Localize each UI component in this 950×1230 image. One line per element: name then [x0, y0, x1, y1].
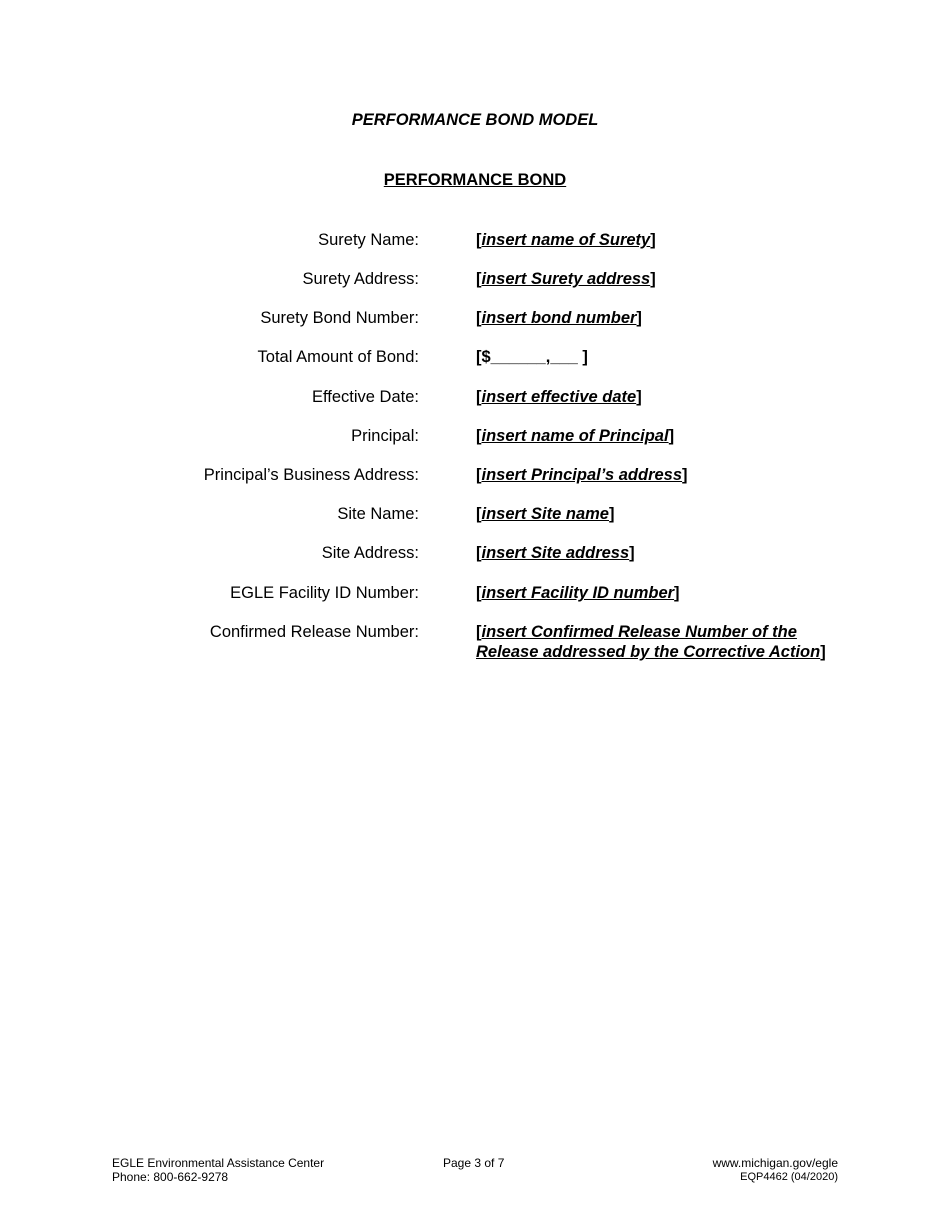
- field-label: Confirmed Release Number:: [209, 623, 419, 641]
- field-label: Effective Date:: [311, 388, 419, 406]
- field-label: Principal’s Business Address:: [203, 466, 419, 484]
- field-value: [insert Site name]: [476, 505, 615, 523]
- model-title: PERFORMANCE BOND MODEL: [351, 111, 599, 129]
- field-value: [insert effective date]: [476, 388, 642, 406]
- field-value: [insert Principal’s address]: [476, 466, 688, 484]
- footer-form-id: EQP4462 (04/2020): [740, 1171, 838, 1183]
- field-label: Principal:: [351, 427, 419, 445]
- footer-right: [713, 1156, 838, 1184]
- field-value: [insert Surety address]: [476, 270, 656, 288]
- field-value: [insert bond number]: [476, 309, 642, 327]
- field-label: Site Name:: [337, 505, 419, 523]
- field-value: [$______,___ ]: [476, 348, 588, 366]
- field-label: Total Amount of Bond:: [257, 348, 419, 366]
- footer-page: Page 3 of 7: [443, 1156, 505, 1170]
- field-label: Surety Address:: [302, 270, 419, 288]
- field-label: EGLE Facility ID Number:: [230, 584, 419, 602]
- field-value: [insert name of Principal]: [476, 427, 675, 445]
- field-label: Surety Bond Number:: [260, 309, 419, 327]
- field-value: [insert name of Surety]: [476, 231, 656, 249]
- field-label: Site Address:: [321, 544, 419, 562]
- footer-left: [112, 1156, 324, 1184]
- field-value: [insert Site address]: [476, 544, 635, 562]
- field-value: [insert Facility ID number]: [476, 584, 680, 602]
- document-title: PERFORMANCE BOND: [383, 171, 567, 189]
- footer-phone: Phone: 800-662-9278: [112, 1170, 229, 1184]
- field-value: [insert Confirmed Release Number of the Release addressed by the Corrective Action]: [476, 623, 826, 661]
- field-label: Surety Name:: [318, 231, 419, 249]
- footer-url: www.michigan.gov/egle: [712, 1156, 838, 1170]
- footer-org: EGLE Environmental Assistance Center: [112, 1156, 325, 1170]
